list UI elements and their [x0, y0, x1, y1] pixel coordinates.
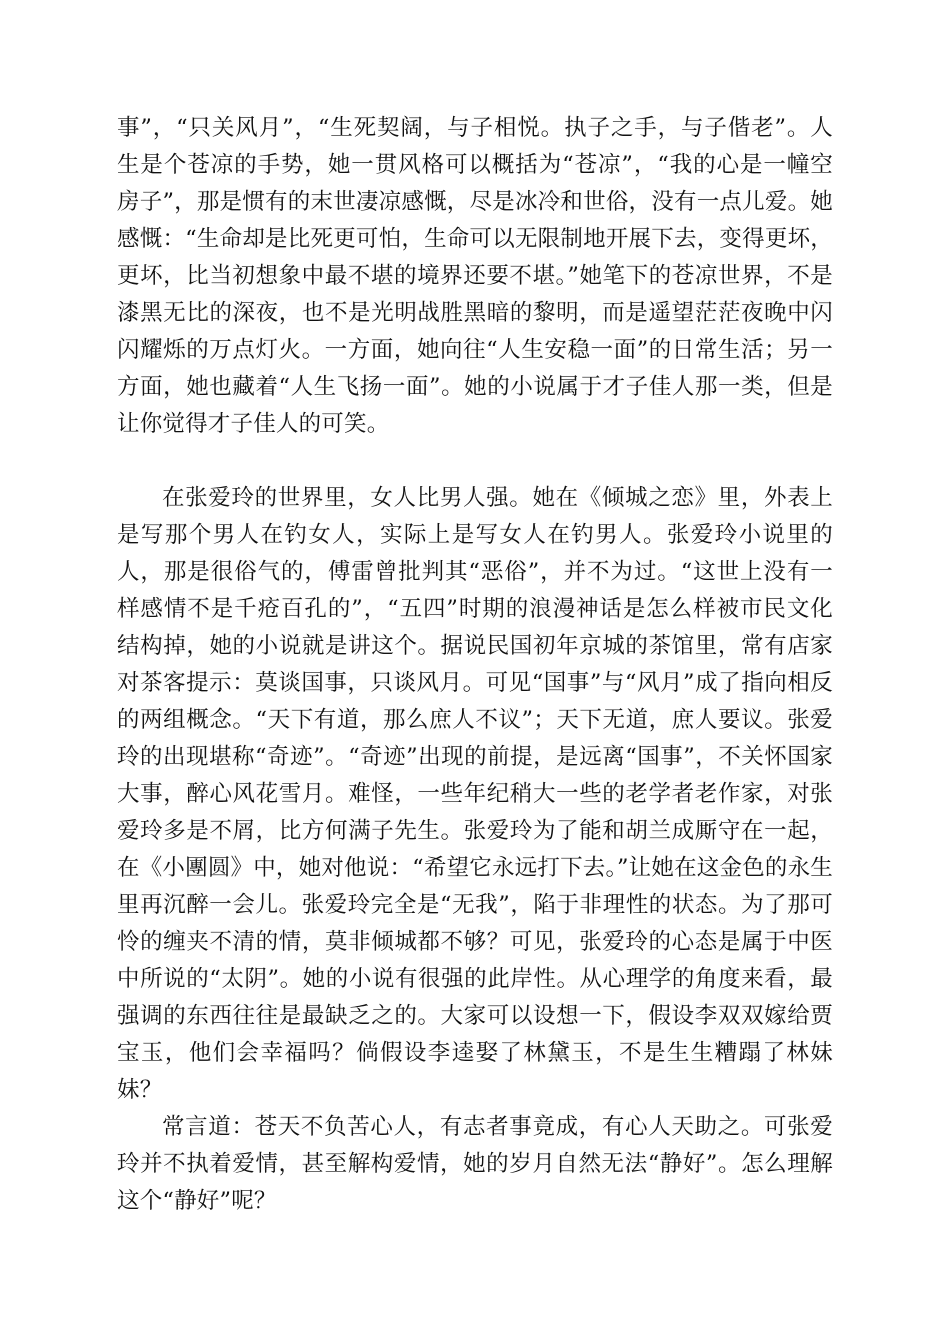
- body-text-block: [117, 110, 833, 443]
- paragraph-1: 事”，“只关风月”，“生死契阔，与子相悦。执子之手，与子偕老”。人生是个苍凉的手势，她一贯风格可以概括为“苍凉”，“我的心是一幢空房子”，那是惯有的末世凄凉感慨，尽是冰冷和世俗，没有一点儿爱。她感慨：“生命却是比死更可怕，生命可以无限制地开展下去，变得更坏，更坏，比当初想象中最不堪的境界还要不堪。”她笔下的苍凉世界，不是漆黑无比的深夜，也不是光明战胜黑暗的黎明，而是遥望茫茫夜晚中闪闪耀烁的万点灯火。一方面，她向往“人生安稳一面”的日常生活；另一方面，她也藏着“人生飞扬一面”。她的小说属于才子佳人那一类，但是让你觉得才子佳人的可笑。: [117, 115, 833, 437]
- paragraph-2: 在张爱玲的世界里，女人比男人强。她在《倾城之恋》里，外表上是写那个男人在钓女人，实际上是写女人在钓男人。张爱玲小说里的人，那是很俗气的，傅雷曾批判其“恶俗”，并不为过。“这世上没有一样感情不是千疮百孔的”，“五四”时期的浪漫神话是怎么样被市民文化结构掉，她的小说就是讲这个。据说民国初年京城的茶馆里，常有店家对茶客提示：莫谈国事，只谈风月。可见“国事”与“风月”成了指向相反的两组概念。“天下有道，那么庶人不议”；天下无道，庶人要议。张爱玲的出现堪称“奇迹”。“奇迹”出现的前提，是远离“国事”，不关怀国家大事，醉心风花雪月。难怪，一些年纪稍大一些的老学者老作家，对张爱玲多是不屑，比方何满子先生。张爱玲为了能和胡兰成厮守在一起，在《小團圆》中，她对他说：“希望它永远打下去。”让她在这金色的永生里再沉醉一会儿。张爱玲完全是“无我”，陷于非理性的状态。为了那可怜的缠夹不清的情，莫非倾城都不够？可见，张爱玲的心态是属于中医中所说的“太阴”。她的小说有很强的此岸性。从心理学的角度来看，最强调的东西往往是最缺乏之的。大家可以设想一下，假设李双双嫁给贾宝玉，他们会幸福吗？倘假设李逵娶了林黛玉，不是生生糟蹋了林妹妹？: [117, 485, 833, 1103]
- paragraph-3: 常言道：苍天不负苦心人，有志者事竟成，有心人天助之。可张爱玲并不执着爱情，甚至解构爱情，她的岁月自然无法“静好”。怎么理解这个“静好”呢？: [117, 1114, 833, 1214]
- body-text-block: [117, 1109, 833, 1220]
- body-text-block: [117, 480, 833, 1109]
